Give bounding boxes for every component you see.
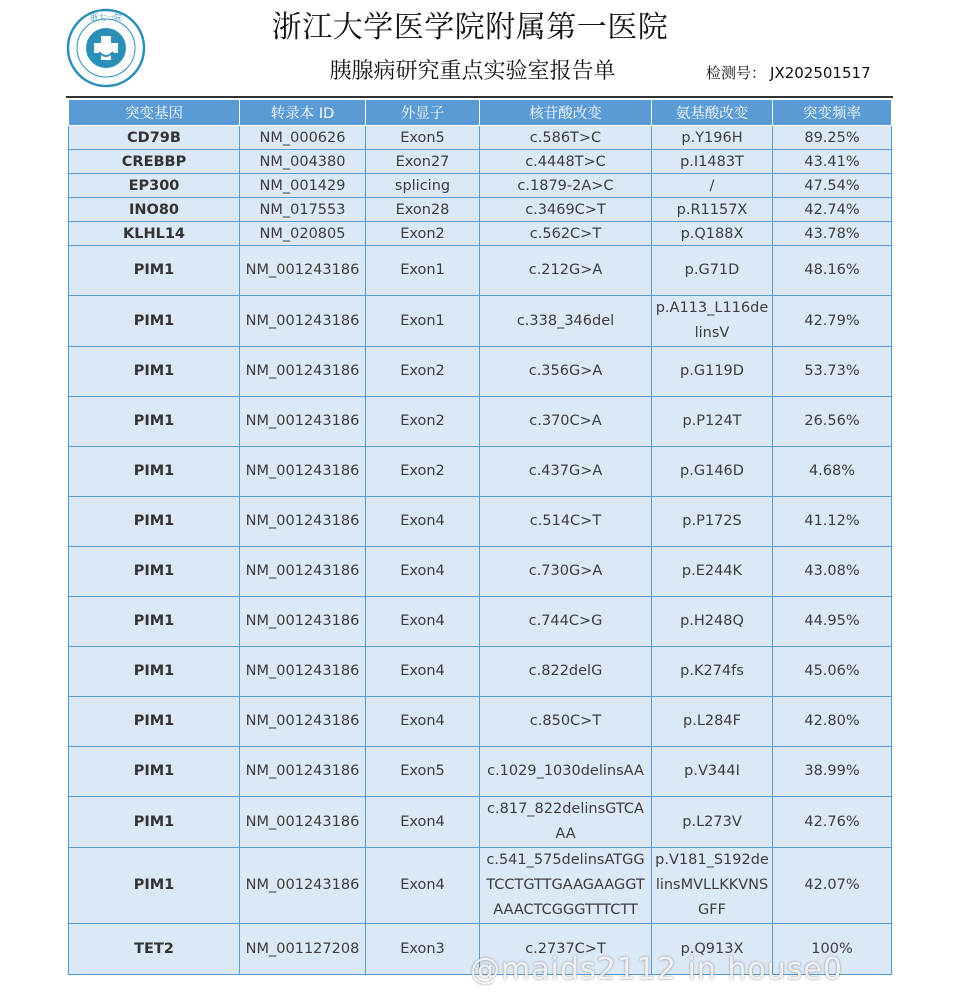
watermark: @maids2112 in house0	[470, 952, 843, 987]
cell-exon: Exon4	[366, 597, 480, 647]
cell-freq: 26.56%	[773, 397, 892, 447]
table-row	[69, 848, 892, 924]
cell-nucleotide: c.562C>T	[480, 222, 652, 246]
col-header-transcript: 转录本 ID	[240, 100, 366, 126]
table-row	[69, 647, 892, 697]
cell-nucleotide: c.1879-2A>C	[480, 174, 652, 198]
cell-freq: 48.16%	[773, 246, 892, 296]
cell-transcript: NM_001243186	[240, 848, 366, 924]
cell-gene: KLHL14	[69, 222, 240, 246]
cell-amino: p.P172S	[652, 497, 773, 547]
table-row	[69, 497, 892, 547]
cell-transcript: NM_001243186	[240, 347, 366, 397]
cell-nucleotide: c.730G>A	[480, 547, 652, 597]
cell-nucleotide: c.4448T>C	[480, 150, 652, 174]
table-row	[69, 397, 892, 447]
cell-exon: Exon5	[366, 126, 480, 150]
cell-gene: PIM1	[69, 347, 240, 397]
cell-gene: PIM1	[69, 497, 240, 547]
cell-gene: CREBBP	[69, 150, 240, 174]
cell-gene: PIM1	[69, 397, 240, 447]
cell-exon: Exon27	[366, 150, 480, 174]
cell-nucleotide: c.3469C>T	[480, 198, 652, 222]
cell-transcript: NM_004380	[240, 150, 366, 174]
cell-nucleotide: c.370C>A	[480, 397, 652, 447]
table-header-row	[69, 100, 892, 126]
cell-amino: p.V344I	[652, 747, 773, 797]
cell-freq: 42.07%	[773, 848, 892, 924]
cell-exon: Exon2	[366, 222, 480, 246]
cell-gene: INO80	[69, 198, 240, 222]
cell-freq: 41.12%	[773, 497, 892, 547]
cell-gene: PIM1	[69, 647, 240, 697]
mutation-table	[68, 99, 892, 975]
cell-freq: 100%	[773, 924, 892, 975]
cell-amino: p.Q913X	[652, 924, 773, 975]
cell-freq: 38.99%	[773, 747, 892, 797]
cell-transcript: NM_001243186	[240, 497, 366, 547]
cell-nucleotide: c.817_822delinsGTCAAA	[480, 797, 652, 848]
cell-nucleotide: c.212G>A	[480, 246, 652, 296]
cell-freq: 43.78%	[773, 222, 892, 246]
cell-gene: PIM1	[69, 747, 240, 797]
test-number	[706, 62, 871, 83]
cell-transcript: NM_020805	[240, 222, 366, 246]
cell-gene: PIM1	[69, 848, 240, 924]
cell-amino: p.G119D	[652, 347, 773, 397]
cell-transcript: NM_001243186	[240, 697, 366, 747]
table-row	[69, 150, 892, 174]
cell-nucleotide: c.586T>C	[480, 126, 652, 150]
cell-nucleotide: c.514C>T	[480, 497, 652, 547]
cell-nucleotide: c.541_575delinsATGGTCCTGTTGAAGAAGGTAAACTCGGGTTTCTT	[480, 848, 652, 924]
cell-exon: Exon4	[366, 497, 480, 547]
cell-gene: TET2	[69, 924, 240, 975]
cell-gene: PIM1	[69, 797, 240, 848]
cell-transcript: NM_001429	[240, 174, 366, 198]
test-number-value: JX202501517	[770, 64, 871, 82]
test-number-label: 检测号：	[706, 64, 767, 82]
cell-freq: 53.73%	[773, 347, 892, 397]
cell-transcript: NM_001243186	[240, 797, 366, 848]
cell-amino: p.G146D	[652, 447, 773, 497]
cell-transcript: NM_001243186	[240, 647, 366, 697]
cell-freq: 89.25%	[773, 126, 892, 150]
table-row	[69, 797, 892, 848]
cell-exon: Exon2	[366, 397, 480, 447]
col-header-amino: 氨基酸改变	[652, 100, 773, 126]
cell-freq: 42.74%	[773, 198, 892, 222]
cell-nucleotide: c.2737C>T	[480, 924, 652, 975]
cell-nucleotide: c.437G>A	[480, 447, 652, 497]
table-row	[69, 597, 892, 647]
table-row	[69, 296, 892, 347]
cell-nucleotide: c.1029_1030delinsAA	[480, 747, 652, 797]
cell-amino: p.V181_S192delinsMVLLKKVNSGFF	[652, 848, 773, 924]
table-row	[69, 347, 892, 397]
cell-gene: PIM1	[69, 697, 240, 747]
cell-freq: 45.06%	[773, 647, 892, 697]
cell-freq: 44.95%	[773, 597, 892, 647]
cell-freq: 47.54%	[773, 174, 892, 198]
cell-transcript: NM_001243186	[240, 246, 366, 296]
cell-amino: p.G71D	[652, 246, 773, 296]
cell-amino: p.P124T	[652, 397, 773, 447]
cell-transcript: NM_001243186	[240, 597, 366, 647]
col-header-exon: 外显子	[366, 100, 480, 126]
table-row	[69, 447, 892, 497]
cell-gene: PIM1	[69, 597, 240, 647]
cell-transcript: NM_000626	[240, 126, 366, 150]
cell-nucleotide: c.356G>A	[480, 347, 652, 397]
cell-exon: Exon5	[366, 747, 480, 797]
cell-nucleotide: c.744C>G	[480, 597, 652, 647]
table-row	[69, 198, 892, 222]
report-title: 胰腺病研究重点实验室报告单	[329, 59, 616, 84]
cell-exon: Exon4	[366, 848, 480, 924]
table-row	[69, 174, 892, 198]
cell-exon: Exon4	[366, 647, 480, 697]
hospital-name: 浙江大学医学院附属第一医院	[271, 10, 669, 45]
table-row	[69, 126, 892, 150]
cell-transcript: NM_001243186	[240, 296, 366, 347]
cell-exon: Exon2	[366, 347, 480, 397]
cell-exon: Exon1	[366, 246, 480, 296]
cell-nucleotide: c.338_346del	[480, 296, 652, 347]
cell-amino: p.K274fs	[652, 647, 773, 697]
cell-amino: p.Q188X	[652, 222, 773, 246]
cell-amino: p.E244K	[652, 547, 773, 597]
col-header-freq: 突变频率	[773, 100, 892, 126]
cell-exon: Exon4	[366, 697, 480, 747]
cell-exon: Exon4	[366, 547, 480, 597]
cell-freq: 43.41%	[773, 150, 892, 174]
table-row	[69, 547, 892, 597]
cell-gene: PIM1	[69, 246, 240, 296]
col-header-gene: 突变基因	[69, 100, 240, 126]
table-row	[69, 747, 892, 797]
cell-exon: Exon3	[366, 924, 480, 975]
cell-amino: p.R1157X	[652, 198, 773, 222]
cell-freq: 43.08%	[773, 547, 892, 597]
cell-freq: 42.79%	[773, 296, 892, 347]
cell-amino: p.L284F	[652, 697, 773, 747]
cell-freq: 42.76%	[773, 797, 892, 848]
cell-transcript: NM_001243186	[240, 447, 366, 497]
cell-gene: EP300	[69, 174, 240, 198]
cell-transcript: NM_001243186	[240, 397, 366, 447]
cell-nucleotide: c.822delG	[480, 647, 652, 697]
cell-amino: p.H248Q	[652, 597, 773, 647]
cell-amino: /	[652, 174, 773, 198]
cell-gene: PIM1	[69, 296, 240, 347]
cell-gene: CD79B	[69, 126, 240, 150]
header-divider	[66, 96, 893, 98]
col-header-nucleotide: 核苷酸改变	[480, 100, 652, 126]
table-row	[69, 222, 892, 246]
cell-gene: PIM1	[69, 547, 240, 597]
cell-gene: PIM1	[69, 447, 240, 497]
cell-amino: p.A113_L116delinsV	[652, 296, 773, 347]
cell-freq: 4.68%	[773, 447, 892, 497]
table-row	[69, 246, 892, 296]
cell-transcript: NM_001243186	[240, 747, 366, 797]
cell-transcript: NM_001127208	[240, 924, 366, 975]
cell-exon: Exon2	[366, 447, 480, 497]
cell-transcript: NM_001243186	[240, 547, 366, 597]
cell-amino: p.I1483T	[652, 150, 773, 174]
cell-exon: splicing	[366, 174, 480, 198]
cell-exon: Exon1	[366, 296, 480, 347]
cell-exon: Exon4	[366, 797, 480, 848]
cell-freq: 42.80%	[773, 697, 892, 747]
logo-text: 浙大一院	[90, 13, 122, 22]
cell-exon: Exon28	[366, 198, 480, 222]
cell-nucleotide: c.850C>T	[480, 697, 652, 747]
cell-amino: p.L273V	[652, 797, 773, 848]
cell-amino: p.Y196H	[652, 126, 773, 150]
table-row	[69, 697, 892, 747]
cell-transcript: NM_017553	[240, 198, 366, 222]
